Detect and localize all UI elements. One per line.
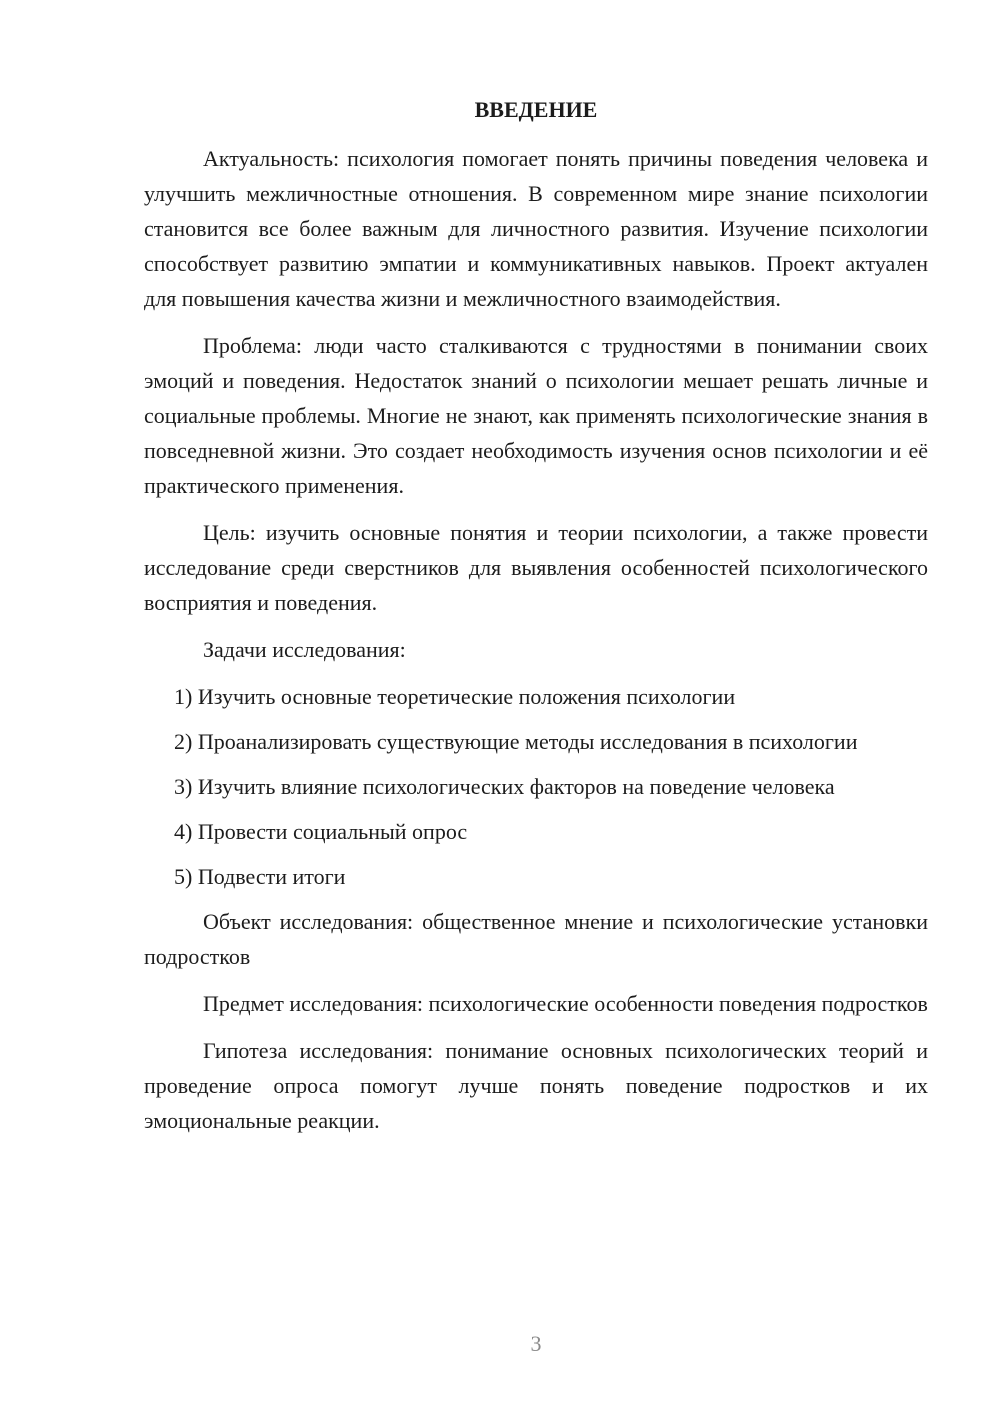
tasks-heading: Задачи исследования:	[203, 637, 406, 662]
task-item-5: 5) Подвести итоги	[174, 864, 346, 889]
relevance-paragraph: Актуальность: психология помогает понять причины поведения человека и улучшить межличностные отношения. В современном мире знание психологии становится все более важным для личностного развития. Изучение психологии способствует развитию эмпатии и коммуникативных навыков. Проект актуален для повышения качества жизни и межличностного взаимодействия.	[144, 146, 928, 311]
document-page	[144, 92, 928, 1150]
page-title: ВВЕДЕНИЕ	[474, 97, 598, 122]
page-number: 3	[530, 1331, 542, 1356]
hypothesis-paragraph: Гипотеза исследования: понимание основных психологических теорий и проведение опроса помогут лучше понять поведение подростков и их эмоциональные реакции.	[144, 1038, 928, 1133]
task-item-3: 3) Изучить влияние психологических факторов на поведение человека	[174, 774, 835, 799]
goal-paragraph: Цель: изучить основные понятия и теории психологии, а также провести исследование среди сверстников для выявления особенностей психологического восприятия и поведения.	[144, 520, 928, 615]
object-paragraph: Объект исследования: общественное мнение и психологические установки подростков	[144, 909, 928, 969]
task-item-2: 2) Проанализировать существующие методы исследования в психологии	[174, 729, 858, 754]
subject-paragraph: Предмет исследования: психологические особенности поведения подростков	[203, 991, 928, 1016]
task-item-1: 1) Изучить основные теоретические положения психологии	[174, 684, 736, 709]
problem-paragraph: Проблема: люди часто сталкиваются с трудностями в понимании своих эмоций и поведения. Недостаток знаний о психологии мешает решать личные и социальные проблемы. Многие не знают, как применять психологические знания в повседневной жизни. Это создает необходимость изучения основ психологии и её практического применения.	[144, 333, 928, 498]
task-item-4: 4) Провести социальный опрос	[174, 819, 468, 844]
